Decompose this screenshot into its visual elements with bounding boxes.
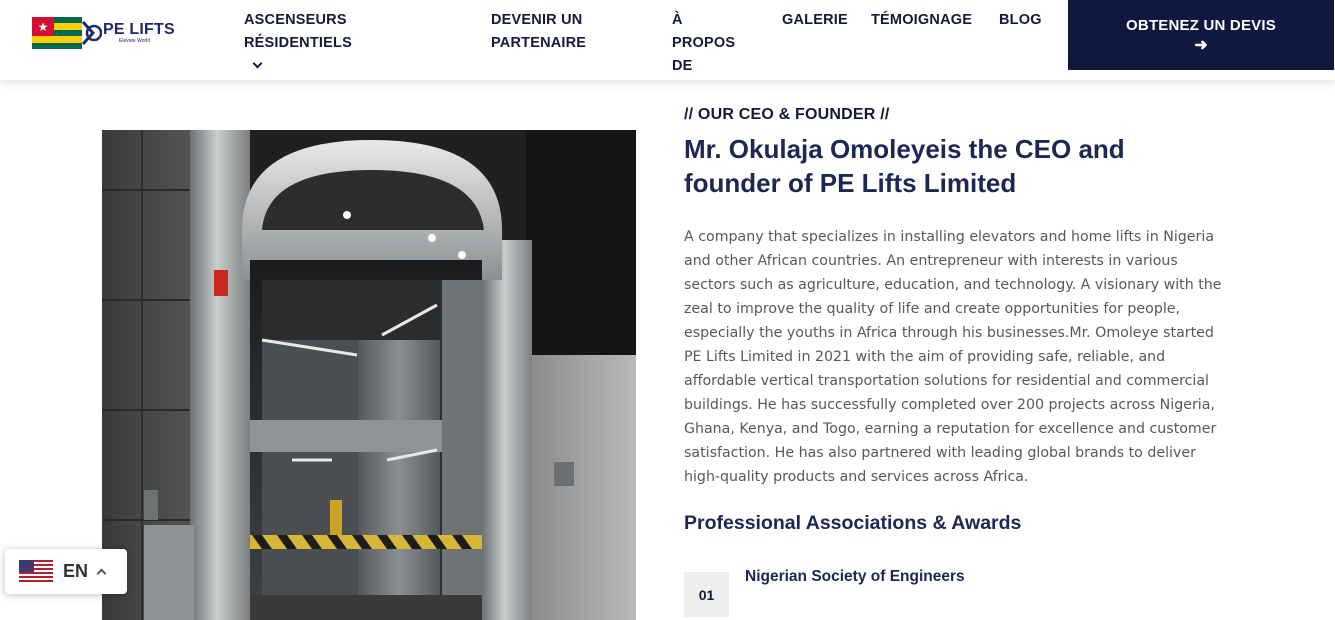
arrow-right-icon: ➜ [1194, 37, 1208, 54]
us-flag-icon [19, 560, 53, 584]
nav-item-residential-elevators[interactable]: ASCENSEURS RÉSIDENTIELS [244, 9, 352, 78]
association-name: Nigerian Society of Engineers [745, 568, 965, 585]
section-eyebrow: // OUR CEO & FOUNDER // [684, 106, 890, 123]
language-code: EN [63, 561, 89, 581]
nav-item-gallery[interactable]: GALERIE [782, 12, 848, 28]
chevron-up-icon [97, 569, 107, 579]
page-title: Mr. Okulaja Omoleyeis the CEO and founder of PE Lifts Limited [684, 134, 1125, 198]
nav-item-about[interactable]: À PROPOS DE [672, 12, 736, 74]
nav-item-become-partner[interactable]: DEVENIR UN PARTENAIRE [491, 12, 587, 51]
language-switcher[interactable] [5, 549, 127, 594]
elevator-illustration [102, 130, 636, 620]
get-quote-button[interactable]: OBTENEZ UN DEVIS ➜ [1068, 0, 1334, 70]
logo[interactable] [32, 16, 177, 50]
chevron-down-icon [253, 59, 263, 69]
association-number: 01 [684, 572, 729, 617]
lift-logo-icon [80, 18, 102, 48]
site-header [0, 0, 1335, 80]
elevator-photo [102, 130, 636, 620]
nav-item-testimonials[interactable]: TÉMOIGNAGE [871, 12, 973, 28]
about-description: A company that specializes in installing elevators and home lifts in Nigeria and other African countries. An entrepreneur with interests in various sectors such as agriculture, education, and technology. A visionary with the zeal to improve the quality of life and create opportunities for people, especially the youths in Africa through his businesses.Mr. Omoleye started PE Lifts Limited in 2021 with the aim of providing safe, reliable, and affordable vertical transportation solutions for residential and commercial buildings. He has successfully completed over 200 projects across Nigeria, Ghana, Kenya, and Togo, earning a reputation for excellence and customer satisfaction. He has also partnered with leading global brands to deliver high-quality products and services across Africa. [684, 229, 1222, 485]
togo-flag-icon: ★ [32, 17, 82, 49]
nav-item-blog[interactable]: BLOG [999, 12, 1042, 28]
brand-tagline: Elevate World [119, 38, 151, 44]
associations-heading: Professional Associations & Awards [684, 512, 1022, 534]
brand-name: PE LIFTS [103, 21, 175, 38]
